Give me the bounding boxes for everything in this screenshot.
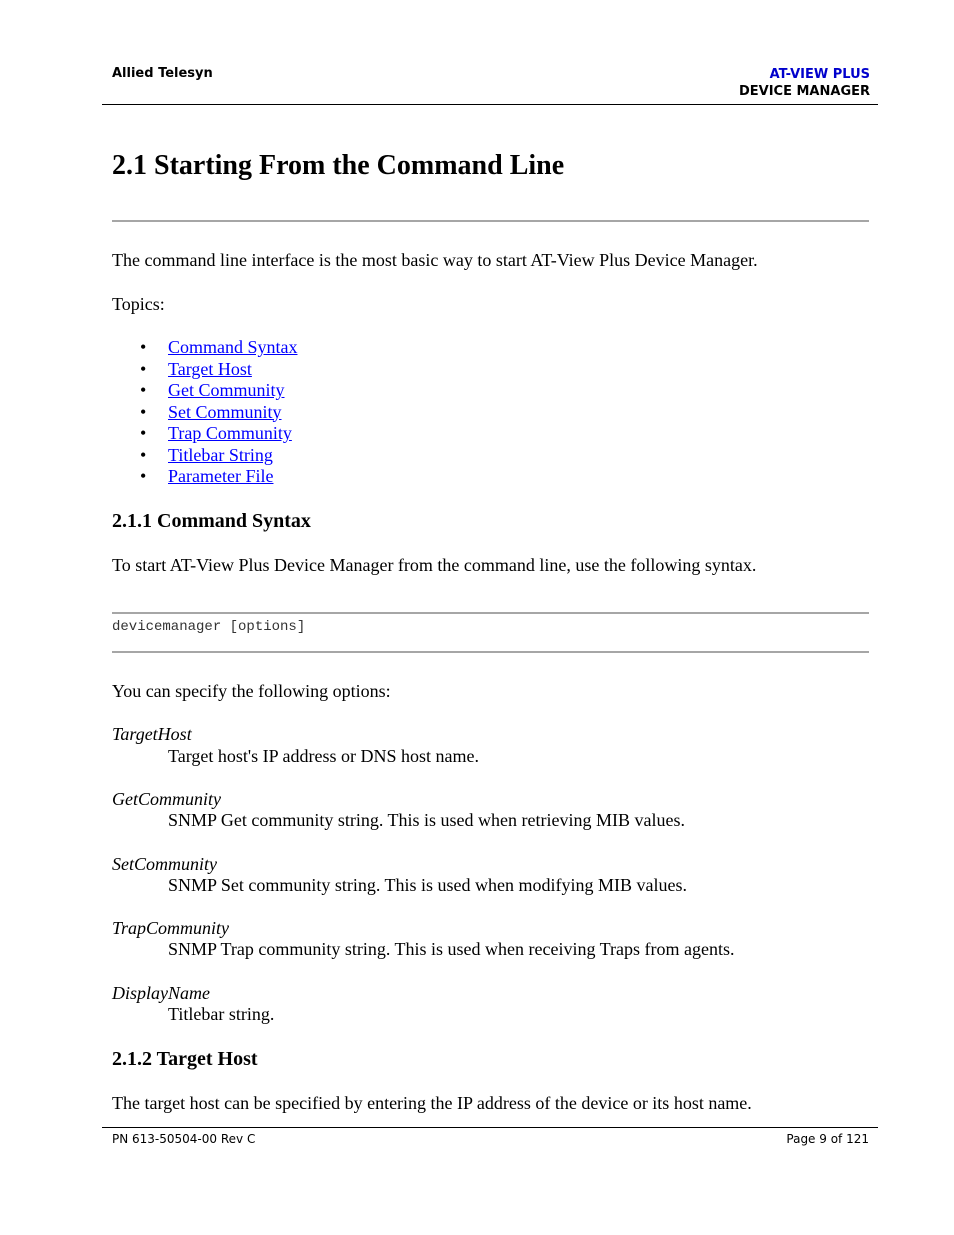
topic-link-get-community[interactable]: Get Community [168,380,285,400]
list-item [112,445,298,467]
options-intro: You can specify the following options: [112,681,391,701]
topics-list [112,337,298,488]
topics-label: Topics: [112,294,165,314]
target-host-paragraph: The target host can be specified by entering the IP address of the device or its host name. [112,1093,752,1113]
option-term-displayname: DisplayName [112,983,210,1003]
option-term-getcommunity: GetCommunity [112,789,221,809]
option-desc-setcommunity: SNMP Set community string. This is used when modifying MIB values. [168,875,688,895]
section-heading-command-syntax: 2.1.1 Command Syntax [112,510,311,532]
list-item [112,380,298,402]
bullet-icon: • [140,466,147,486]
bullet-icon: • [140,337,147,357]
header-product-block [739,66,870,100]
code-divider-bottom [112,651,869,653]
syntax-paragraph: To start AT-View Plus Device Manager from the command line, use the following syntax. [112,555,757,575]
footer-part-number: PN 613-50504-00 Rev C [112,1132,256,1146]
topic-link-titlebar-string[interactable]: Titlebar String [168,444,273,465]
option-term-targethost: TargetHost [112,724,192,744]
footer-rule [102,1127,878,1128]
bullet-icon: • [140,358,147,379]
page-title: 2.1 Starting From the Command Line [112,150,565,181]
code-block: devicemanager [options] [112,619,306,635]
intro-paragraph: The command line interface is the most basic way to start AT-View Plus Device Manager. [112,250,758,270]
option-desc-getcommunity: SNMP Get community string. This is used when retrieving MIB values. [168,810,685,830]
header-subtitle: DEVICE MANAGER [738,84,870,99]
code-divider-top [112,612,869,614]
option-term-setcommunity: SetCommunity [112,854,217,874]
topic-link-set-community[interactable]: Set Community [168,401,282,422]
option-term-trapcommunity: TrapCommunity [112,918,230,938]
header-product: AT-VIEW PLUS [769,67,870,82]
header-rule [102,104,878,105]
option-desc-trapcommunity: SNMP Trap community string. This is used when receiving Traps from agents. [168,939,735,959]
list-item [112,423,298,445]
list-item [112,402,298,424]
section-heading-target-host: 2.1.2 Target Host [112,1048,258,1070]
header-company: Allied Telesyn [112,66,213,81]
bullet-icon: • [140,380,147,400]
list-item [112,466,298,488]
topic-link-command-syntax[interactable]: Command Syntax [168,337,298,357]
title-divider [112,220,869,222]
list-item [112,337,298,359]
bullet-icon: • [140,423,147,443]
topic-link-parameter-file[interactable]: Parameter File [168,466,274,486]
option-desc-displayname: Titlebar string. [168,1004,275,1024]
option-desc-targethost: Target host's IP address or DNS host name. [168,746,479,766]
bullet-icon: • [140,444,147,465]
topic-link-trap-community[interactable]: Trap Community [168,423,292,443]
footer-page-number: Page 9 of 121 [786,1132,869,1146]
list-item [112,359,298,381]
topic-link-target-host[interactable]: Target Host [168,358,252,379]
bullet-icon: • [140,401,147,422]
